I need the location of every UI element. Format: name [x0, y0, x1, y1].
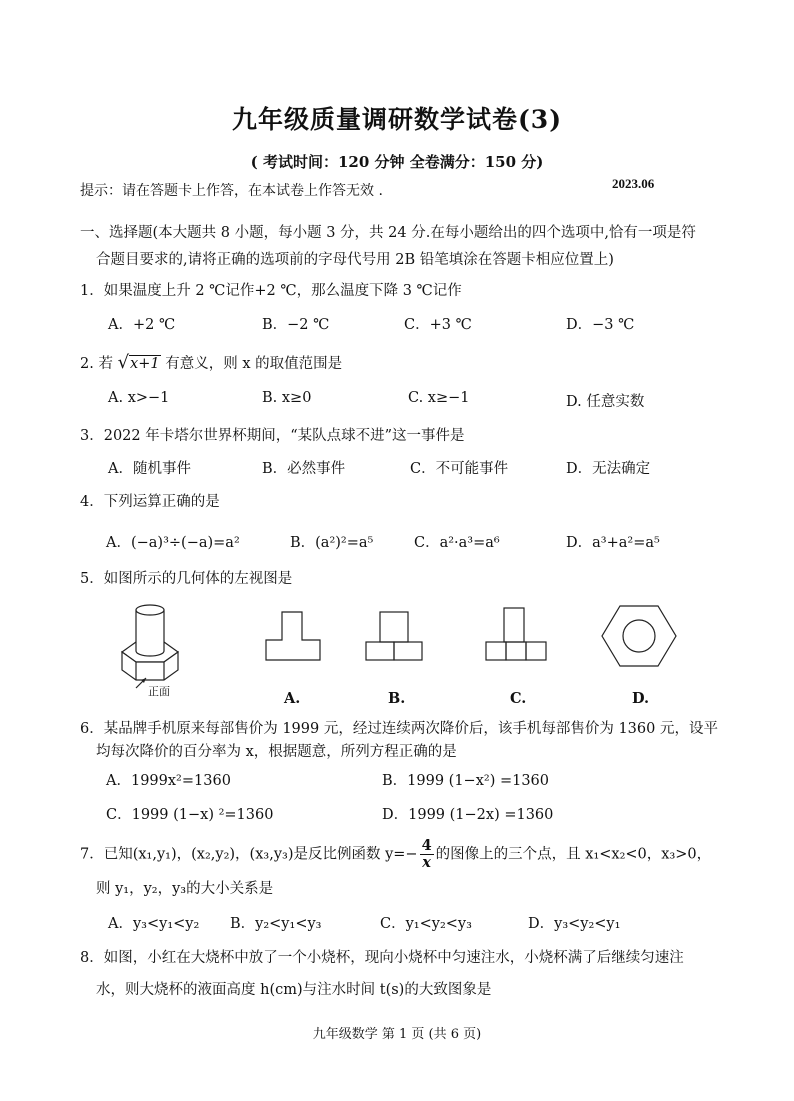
question-4-option-b: B．(a²)²=a⁵ [290, 535, 374, 551]
question-1-option-d: D．−3 ℃ [566, 317, 635, 333]
question-7-option-d: D．y₃<y₂<y₁ [528, 916, 621, 932]
question-6-line2: 均每次降价的百分率为 x，根据题意，所列方程正确的是 [96, 744, 457, 760]
option-b-figure [362, 606, 426, 666]
question-7-option-c: C．y₁<y₂<y₃ [380, 916, 472, 932]
question-5-option-d-label: D. [632, 690, 650, 707]
question-2-radicand: x+1 [130, 356, 160, 372]
question-4-option-d: D．a³+a²=a⁵ [566, 535, 660, 551]
question-2-rest: 有意义，则 x 的取值范围是 [165, 356, 343, 372]
section-header-line1: 一、选择题(本大题共 8 小题，每小题 3 分，共 24 分.在每小题给出的四个选项中,恰有一项是符 [80, 225, 696, 241]
question-7-pre: 7．已知(x₁,y₁)，(x₂,y₂)，(x₃,y₃)是反比例函数 y=− [80, 846, 418, 863]
question-4-option-a: A．(−a)³÷(−a)=a² [106, 535, 240, 551]
question-7-option-b: B．y₂<y₁<y₃ [230, 916, 322, 932]
question-7-line1 [80, 838, 711, 871]
question-1-option-c: C．+3 ℃ [404, 317, 472, 333]
exam-date: 2023.06 [612, 176, 655, 191]
question-6-option-b: B．1999 (1−x²) =1360 [382, 773, 550, 789]
question-3-option-d: D．无法确定 [566, 461, 651, 477]
question-3-stem: 3．2022 年卡塔尔世界杯期间，“某队点球不进”这一事件是 [80, 428, 465, 444]
question-1-option-a: A．+2 ℃ [108, 317, 176, 333]
question-2-option-d: D. 任意实数 [566, 394, 645, 410]
exam-hint: 提示：请在答题卡上作答，在本试卷上作答无效 . [80, 183, 383, 199]
question-1-stem: 1．如果温度上升 2 ℃记作+2 ℃，那么温度下降 3 ℃记作 [80, 283, 462, 299]
question-6-option-d: D．1999 (1−2x) =1360 [382, 807, 554, 823]
question-1-option-b: B．−2 ℃ [262, 317, 330, 333]
fraction-denominator: x [422, 854, 431, 871]
question-2-option-c: C. x≥−1 [408, 390, 470, 406]
question-7-option-a: A．y₃<y₁<y₂ [108, 916, 200, 932]
question-3-option-c: C．不可能事件 [410, 461, 509, 477]
question-6-option-c: C．1999 (1−x) ²=1360 [106, 807, 274, 823]
option-d-figure [600, 600, 680, 670]
page-footer: 九年级数学 第 1 页 (共 6 页) [312, 1027, 482, 1042]
exam-subtitle: ( 考试时间：120 分钟 全卷满分：150 分) [250, 153, 544, 171]
question-6-option-a: A．1999x²=1360 [106, 773, 231, 789]
question-6-line1: 6．某品牌手机原来每部售价为 1999 元，经过连续两次降价后，该手机每部售价为 1360 元，设平 [80, 721, 718, 737]
question-2-option-a: A. x>−1 [108, 390, 170, 406]
question-3-option-a: A．随机事件 [108, 461, 191, 477]
question-5-option-b-label: B. [388, 690, 406, 707]
question-3-option-b: B．必然事件 [262, 461, 346, 477]
option-a-figure [262, 606, 326, 666]
question-2-number: 2. 若 [80, 356, 113, 372]
question-5-option-c-label: C. [510, 690, 527, 707]
front-view-label: 正面 [148, 685, 170, 698]
sqrt-symbol: √ [117, 352, 130, 373]
option-c-figure [482, 602, 552, 666]
fraction-numerator: 4 [421, 837, 432, 854]
question-7-line2: 则 y₁，y₂，y₃的大小关系是 [96, 881, 274, 897]
question-2-stem [80, 352, 342, 373]
question-7-post: 的图像上的三个点，且 x₁<x₂<0，x₃>0， [435, 846, 712, 863]
question-5-stem: 5．如图所示的几何体的左视图是 [80, 571, 293, 587]
question-8-line2: 水，则大烧杯的液面高度 h(cm)与注水时间 t(s)的大致图象是 [96, 982, 492, 998]
question-4-option-c: C．a²·a³=a⁶ [414, 535, 500, 551]
question-5-option-a-label: A. [284, 690, 301, 707]
exam-title: 九年级质量调研数学试卷(3) [231, 105, 563, 134]
question-8-line1: 8．如图，小红在大烧杯中放了一个小烧杯，现向小烧杯中匀速注水，小烧杯满了后继续匀速注 [80, 950, 684, 966]
section-header-line2: 合题目要求的,请将正确的选项前的字母代号用 2B 铅笔填涂在答题卡相应位置上) [96, 252, 614, 268]
fraction [420, 838, 434, 871]
question-2-option-b: B. x≥0 [262, 390, 312, 406]
cylinder-top [136, 605, 164, 615]
question-4-stem: 4．下列运算正确的是 [80, 494, 220, 510]
